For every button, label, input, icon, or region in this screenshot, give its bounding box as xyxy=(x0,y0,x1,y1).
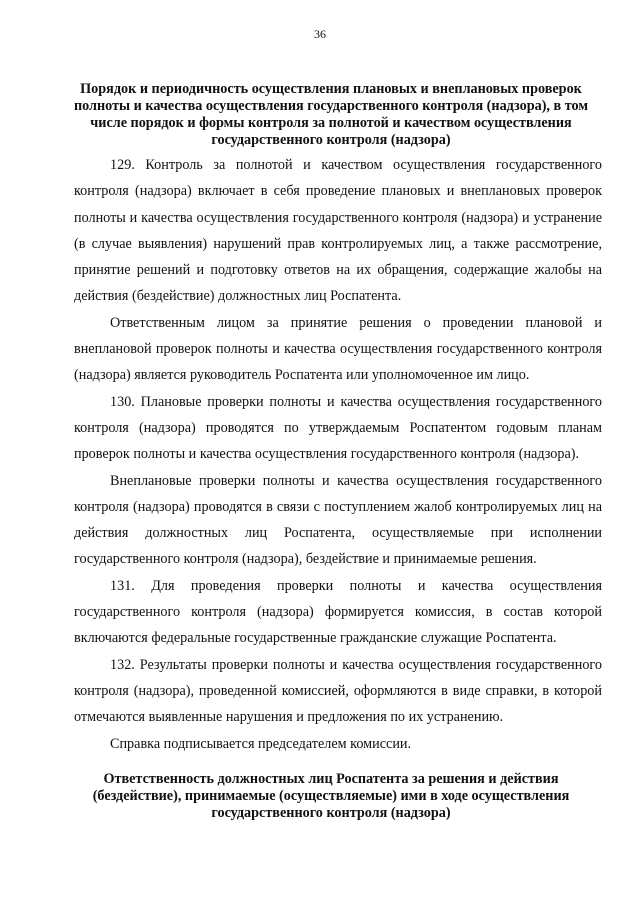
document-body xyxy=(74,152,602,757)
paragraph-unplanned-checks: Внеплановые проверки полноты и качества осуществления государственного контроля (надзора) проводятся в связи с поступлением жалоб контролируемых лиц на действия должностных лиц Роспатента, осуществляемые при исполнении государственного контроля (надзора), бездействие и принимаемые решения. xyxy=(74,472,602,568)
paragraph-131: 131. Для проведения проверки полноты и качества осуществления государственного контроля (надзора) формируется комиссия, в состав которой включаются федеральные государственные гражданские служащие Роспатента. xyxy=(74,577,602,647)
section-heading-control-procedure: Порядок и периодичность осуществления плановых и внеплановых проверок полноты и качества осуществления государственного контроля (надзора), в том числе порядок и формы контроля за полнотой и качеством осуществления государственного контроля (надзора) xyxy=(73,81,589,148)
section-heading-responsibility: Ответственность должностных лиц Роспатента за решения и действия (бездействие), принимаемые (осуществляемые) ими в ходе осуществления государственного контроля (надзора) xyxy=(92,771,570,821)
paragraph-signature: Справка подписывается председателем комиссии. xyxy=(110,735,412,752)
paragraph-responsible-person: Ответственным лицом за принятие решения о проведении плановой и внеплановой проверок полноты и качества осуществления государственного контроля (надзора) является руководитель Роспатента или уполномоченное им лицо. xyxy=(74,314,602,384)
paragraph-129: 129. Контроль за полнотой и качеством осуществления государственного контроля (надзора) включает в себя проведение плановых и внеплановых проверок полноты и качества осуществления государственного контроля (надзора) и устранение (в случае выявления) нарушений прав контролируемых лиц, а также рассмотрение, принятие решений и подготовку ответов на их обращения, содержащие жалобы на действия (бездействие) должностных лиц Роспатента. xyxy=(74,157,602,305)
paragraph-132: 132. Результаты проверки полноты и качества осуществления государственного контроля (надзора), проведенной комиссией, оформляются в виде справки, в которой отмечаются выявленные нарушения и предложения по их устранению. xyxy=(74,656,602,726)
page-number: 36 xyxy=(314,27,326,41)
paragraph-130: 130. Плановые проверки полноты и качества осуществления государственного контроля (надзора) проводятся по утверждаемым Роспатентом годовым планам проверок полноты и качества осуществления государственного контроля (надзора). xyxy=(74,393,602,463)
